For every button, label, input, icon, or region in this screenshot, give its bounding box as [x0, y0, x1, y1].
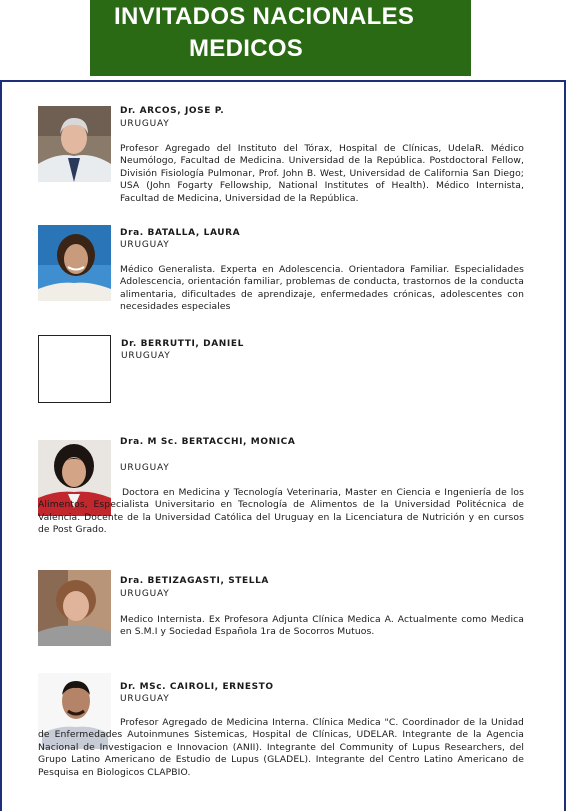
guest-name: Dra. M Sc. BERTACCHI, MONICA — [120, 437, 296, 447]
guest-bio: Medico Internista. Ex Profesora Adjunta Clínica Medica A. Actualmente como Medica en S.M.I y Sociedad Española 1ra de Socorros Mutuos. — [120, 614, 524, 638]
guest-bio: Doctora en Medicina y Tecnología Veterinaria, Master en Ciencia e Ingeniería de los Alimentos, Especialista Universitario en Tecnología de Alimentos de la Universidad Politécnica de Valencia. Docente de la Universidad Católica del Uruguay en la Licenciatura de Nutrición y en cursos de Post Grado. — [38, 487, 524, 536]
guest-name: Dr. BERRUTTI, DANIEL — [121, 339, 244, 349]
guest-photo-arcos — [38, 106, 111, 182]
guest-bio: Profesor Agregado de Medicina Interna. Clínica Medica "C. Coordinador de la Unidad de Enfermedades Autoinmunes Sistemicas, Hospital de Clínicas, UDELAR. Integrante de la Agencia Nacional de Investigacion e Innovacion (ANII). Integrante del Community of Lupus Researchers, del Grupo Latino Americano de Estudio de Lupus (GLADEL). Integrante del Centro Latino Americano de Pesquisa en Biologicos CLAPBIO. — [38, 717, 524, 778]
title-banner — [90, 0, 471, 76]
title-line-1: INVITADOS NACIONALES — [114, 3, 415, 30]
guest-bio: Médico Generalista. Experta en Adolescencia. Orientadora Familiar. Especialidades Adolescencia, orientación familiar, problemas de conducta, trastornos de la conducta alimentaria, dificultades de aprendizaje, enfermedades crónicas, adolescentes con necesidades especiales — [120, 264, 524, 313]
guest-country: URUGUAY — [121, 351, 171, 361]
guest-country: URUGUAY — [120, 694, 170, 704]
guest-country: URUGUAY — [120, 589, 170, 599]
title-line-2: MEDICOS — [189, 35, 304, 62]
guest-bio: Profesor Agregado del Instituto del Tórax, Hospital de Clínicas, UdelaR. Médico Neumólogo, Facultad de Medicina. Universidad de la República. Postdoctoral Fellow, División Fisiología Pulmonar, Prof. John B. West, Universidad de California San Diego; USA (John Fogarty Fellowship, National Institutes of Health). Médico Internista, Facultad de Medicina, Universidad de la República. — [120, 143, 524, 204]
guest-country: URUGUAY — [120, 463, 170, 473]
guest-photo-placeholder — [38, 335, 111, 403]
guest-name: Dr. ARCOS, JOSE P. — [120, 106, 225, 116]
guest-country: URUGUAY — [120, 119, 170, 129]
guest-country: URUGUAY — [120, 240, 170, 250]
guest-photo-batalla — [38, 225, 111, 301]
guest-name: Dr. MSc. CAIROLI, ERNESTO — [120, 682, 274, 692]
guest-photo-betizagasti — [38, 570, 111, 646]
guest-name: Dra. BETIZAGASTI, STELLA — [120, 576, 269, 586]
guest-name: Dra. BATALLA, LAURA — [120, 228, 241, 238]
